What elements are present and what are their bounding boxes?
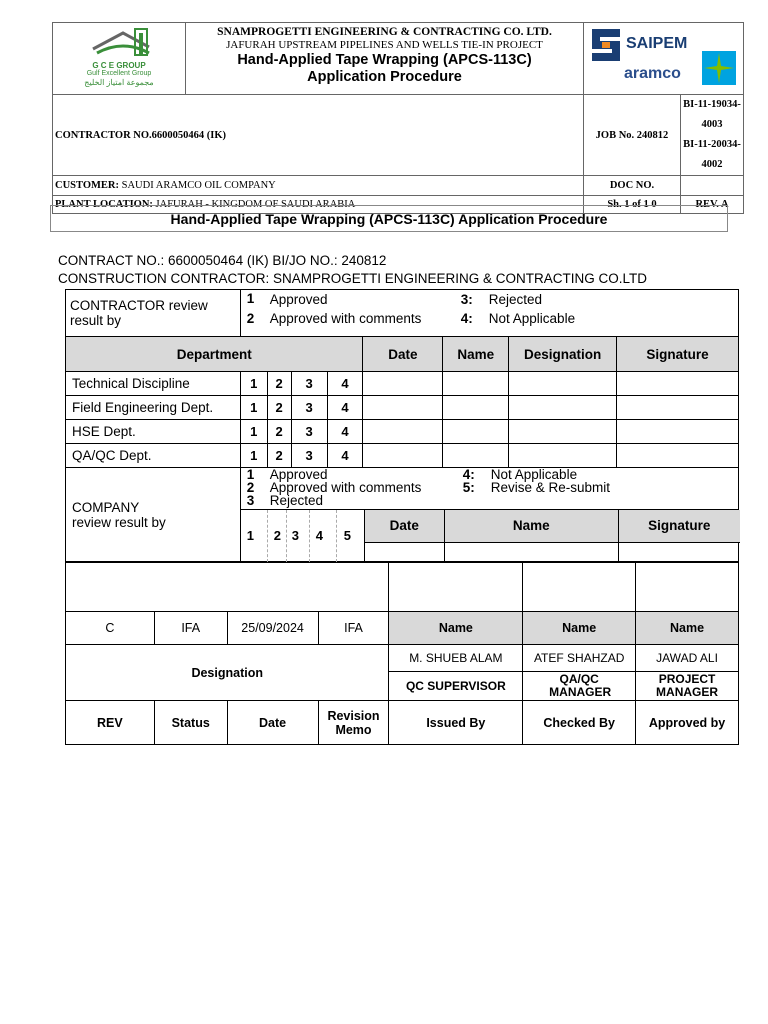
- checked-by-designation: QA/QC MANAGER: [523, 672, 636, 701]
- document-header: [52, 22, 744, 214]
- issued-name-header: Name: [389, 612, 523, 645]
- designation-cell: [509, 396, 617, 420]
- company-num-strip: [241, 510, 364, 562]
- date-header: Date: [363, 337, 443, 372]
- right-logos: [584, 23, 744, 95]
- code-4-num: 4:: [460, 311, 473, 326]
- department-header: Department: [66, 337, 363, 372]
- company-signature-header: Signature: [618, 510, 740, 543]
- result-num: 4: [327, 444, 363, 468]
- company-name-header: Name: [444, 510, 618, 543]
- result-num: 3: [291, 528, 299, 543]
- customer-value: SAUDI ARAMCO OIL COMPANY: [121, 180, 276, 191]
- company-date-header: Date: [364, 510, 444, 543]
- contractor-review-codes: [240, 290, 738, 337]
- company-review-label: [66, 468, 241, 562]
- review-table: [65, 289, 739, 562]
- company-sign-grid: [241, 509, 739, 562]
- table-row: [66, 396, 739, 420]
- bi-numbers: [681, 95, 744, 176]
- result-num: 4: [327, 396, 363, 420]
- checked-by-name: ATEF SHAHZAD: [523, 645, 636, 672]
- sheet-number: Sh. 1 of 1 0: [584, 196, 681, 214]
- c-code-3-text: Rejected: [269, 493, 324, 508]
- signature-cell: [617, 420, 739, 444]
- name-header: Name: [443, 337, 509, 372]
- table-row: [66, 372, 739, 396]
- result-num: 1: [240, 372, 267, 396]
- revision-blank-row: [66, 563, 739, 612]
- customer-label: CUSTOMER:: [55, 180, 119, 191]
- signature-cell: [617, 444, 739, 468]
- doc-title-1: Hand-Applied Tape Wrapping (APCS-113C): [237, 52, 532, 68]
- contractor-no: CONTRACTOR NO.6600050464 (IK): [53, 95, 584, 176]
- approved-by-footer: Approved by: [636, 701, 739, 745]
- plant-value: JAFURAH - KINGDOM OF SAUDI ARABIA: [155, 199, 356, 210]
- rev-value: C: [66, 612, 155, 645]
- customer: [53, 176, 584, 196]
- c-code-3-num: 3: [246, 493, 255, 508]
- code-2-text: Approved with comments: [269, 311, 422, 326]
- company-review-block: [240, 468, 738, 562]
- signature-cell: [617, 396, 739, 420]
- signature-cell: [617, 372, 739, 396]
- contractor-review-label-2: result by: [70, 313, 122, 328]
- date-cell: [363, 420, 443, 444]
- c-code-5-num: 5:: [462, 480, 475, 495]
- job-no: JOB No. 240812: [584, 95, 681, 176]
- revision-row: [66, 612, 739, 645]
- revision-footer-row: [66, 701, 739, 745]
- department-name: Technical Discipline: [66, 372, 241, 396]
- review-header-row: [66, 337, 739, 372]
- date-cell: [363, 372, 443, 396]
- name-cell: [443, 420, 509, 444]
- department-name: QA/QC Dept.: [66, 444, 241, 468]
- procedure-title: Hand-Applied Tape Wrapping (APCS-113C) Application Procedure: [50, 205, 728, 232]
- result-num: 3: [291, 420, 327, 444]
- project-line: JAFURAH UPSTREAM PIPELINES AND WELLS TIE-IN PROJECT: [226, 39, 543, 51]
- c-code-5-text: Revise & Re-submit: [490, 480, 611, 495]
- date-footer: Date: [227, 701, 318, 745]
- result-num: 4: [315, 528, 323, 543]
- result-num: 3: [291, 396, 327, 420]
- code-3-text: Rejected: [488, 292, 543, 307]
- result-num: 1: [240, 444, 267, 468]
- result-num: 4: [327, 372, 363, 396]
- company-review-label-2: review result by: [72, 514, 166, 530]
- company-date-cell: [364, 543, 444, 562]
- result-num: 1: [240, 396, 267, 420]
- issued-by-footer: Issued By: [389, 701, 523, 745]
- company-line: SNAMPROGETTI ENGINEERING & CONTRACTING CO. LTD.: [217, 26, 552, 38]
- code-1-text: Approved: [269, 292, 328, 307]
- aramco-logo-text: aramco: [624, 65, 681, 82]
- gce-logo-arabic: مجموعة امتياز الخليج: [84, 78, 154, 87]
- contract-line: CONTRACT NO.: 6600050464 (IK) BI/JO NO.: 240812: [58, 253, 387, 268]
- names-row: [66, 645, 739, 672]
- bi-1: BI-11-19034-4003: [683, 99, 741, 130]
- code-3-num: 3:: [460, 292, 473, 307]
- designation-label: Designation: [66, 645, 389, 701]
- plant-label: PLANT LOCATION:: [55, 199, 153, 210]
- designation-cell: [509, 444, 617, 468]
- result-num: 1: [240, 420, 267, 444]
- date-cell: [363, 396, 443, 420]
- status-footer: Status: [154, 701, 227, 745]
- revision-table: [65, 562, 739, 745]
- aramco-star-icon: [702, 51, 736, 85]
- department-name: Field Engineering Dept.: [66, 396, 241, 420]
- checked-by-footer: Checked By: [523, 701, 636, 745]
- gce-logo-name: G C E GROUP: [92, 61, 146, 70]
- rev-footer: REV: [66, 701, 155, 745]
- construction-line: CONSTRUCTION CONTRACTOR: SNAMPROGETTI ENGINEERING & CONTRACTING CO.LTD: [58, 271, 648, 286]
- result-num: 4: [327, 420, 363, 444]
- date-value: 25/09/2024: [227, 612, 318, 645]
- table-row: [66, 444, 739, 468]
- name-cell: [443, 396, 509, 420]
- contractor-review-label: [66, 290, 241, 337]
- result-num: 2: [267, 444, 291, 468]
- code-2-num: 2: [246, 311, 255, 326]
- c-code-4-num: 4:: [462, 467, 475, 482]
- revision-code: REV. A: [681, 196, 744, 214]
- name-cell: [443, 372, 509, 396]
- bi-2: BI-11-20034-4002: [683, 139, 741, 170]
- status-value: IFA: [154, 612, 227, 645]
- result-num: 3: [291, 372, 327, 396]
- checked-name-header: Name: [523, 612, 636, 645]
- table-row: [66, 420, 739, 444]
- designation-cell: [509, 372, 617, 396]
- result-num: 1: [246, 528, 254, 543]
- c-code-2-num: 2: [246, 480, 255, 495]
- designation-cell: [509, 420, 617, 444]
- issued-by-designation: QC SUPERVISOR: [389, 672, 523, 701]
- saipem-logo-icon: [590, 27, 622, 63]
- approved-by-designation: PROJECT MANAGER: [636, 672, 739, 701]
- gce-logo-sub: Gulf Excellent Group: [86, 70, 152, 77]
- doc-title-2: Application Procedure: [307, 69, 462, 85]
- memo-footer: Revision Memo: [318, 701, 389, 745]
- company-signature-cell: [618, 543, 740, 562]
- name-cell: [443, 444, 509, 468]
- date-cell: [363, 444, 443, 468]
- designation-header: Designation: [509, 337, 617, 372]
- header-title-cell: [186, 23, 584, 95]
- memo-value: IFA: [318, 612, 389, 645]
- company-review-label-1: COMPANY: [72, 499, 140, 515]
- company-name-cell: [444, 543, 618, 562]
- code-1-num: 1: [246, 291, 255, 306]
- result-num: 2: [267, 372, 291, 396]
- signature-header: Signature: [617, 337, 739, 372]
- doc-no-label: DOC NO.: [584, 176, 681, 196]
- contractor-review-label-1: CONTRACTOR review: [70, 298, 208, 313]
- c-code-4-text: Not Applicable: [490, 467, 578, 482]
- result-num: 2: [267, 420, 291, 444]
- approved-name-header: Name: [636, 612, 739, 645]
- c-code-1-text: Approved: [269, 467, 328, 482]
- code-4-text: Not Applicable: [488, 311, 576, 326]
- issued-by-name: M. SHUEB ALAM: [389, 645, 523, 672]
- saipem-logo-text: SAIPEM: [626, 35, 688, 52]
- department-name: HSE Dept.: [66, 420, 241, 444]
- doc-no-value: [681, 176, 744, 196]
- c-code-2-text: Approved with comments: [269, 480, 422, 495]
- approved-by-name: JAWAD ALI: [636, 645, 739, 672]
- result-num: 5: [343, 528, 351, 543]
- result-num: 3: [291, 444, 327, 468]
- c-code-1-num: 1: [246, 467, 255, 482]
- result-num: 2: [273, 528, 281, 543]
- gce-logo: [53, 23, 186, 95]
- result-num: 2: [267, 396, 291, 420]
